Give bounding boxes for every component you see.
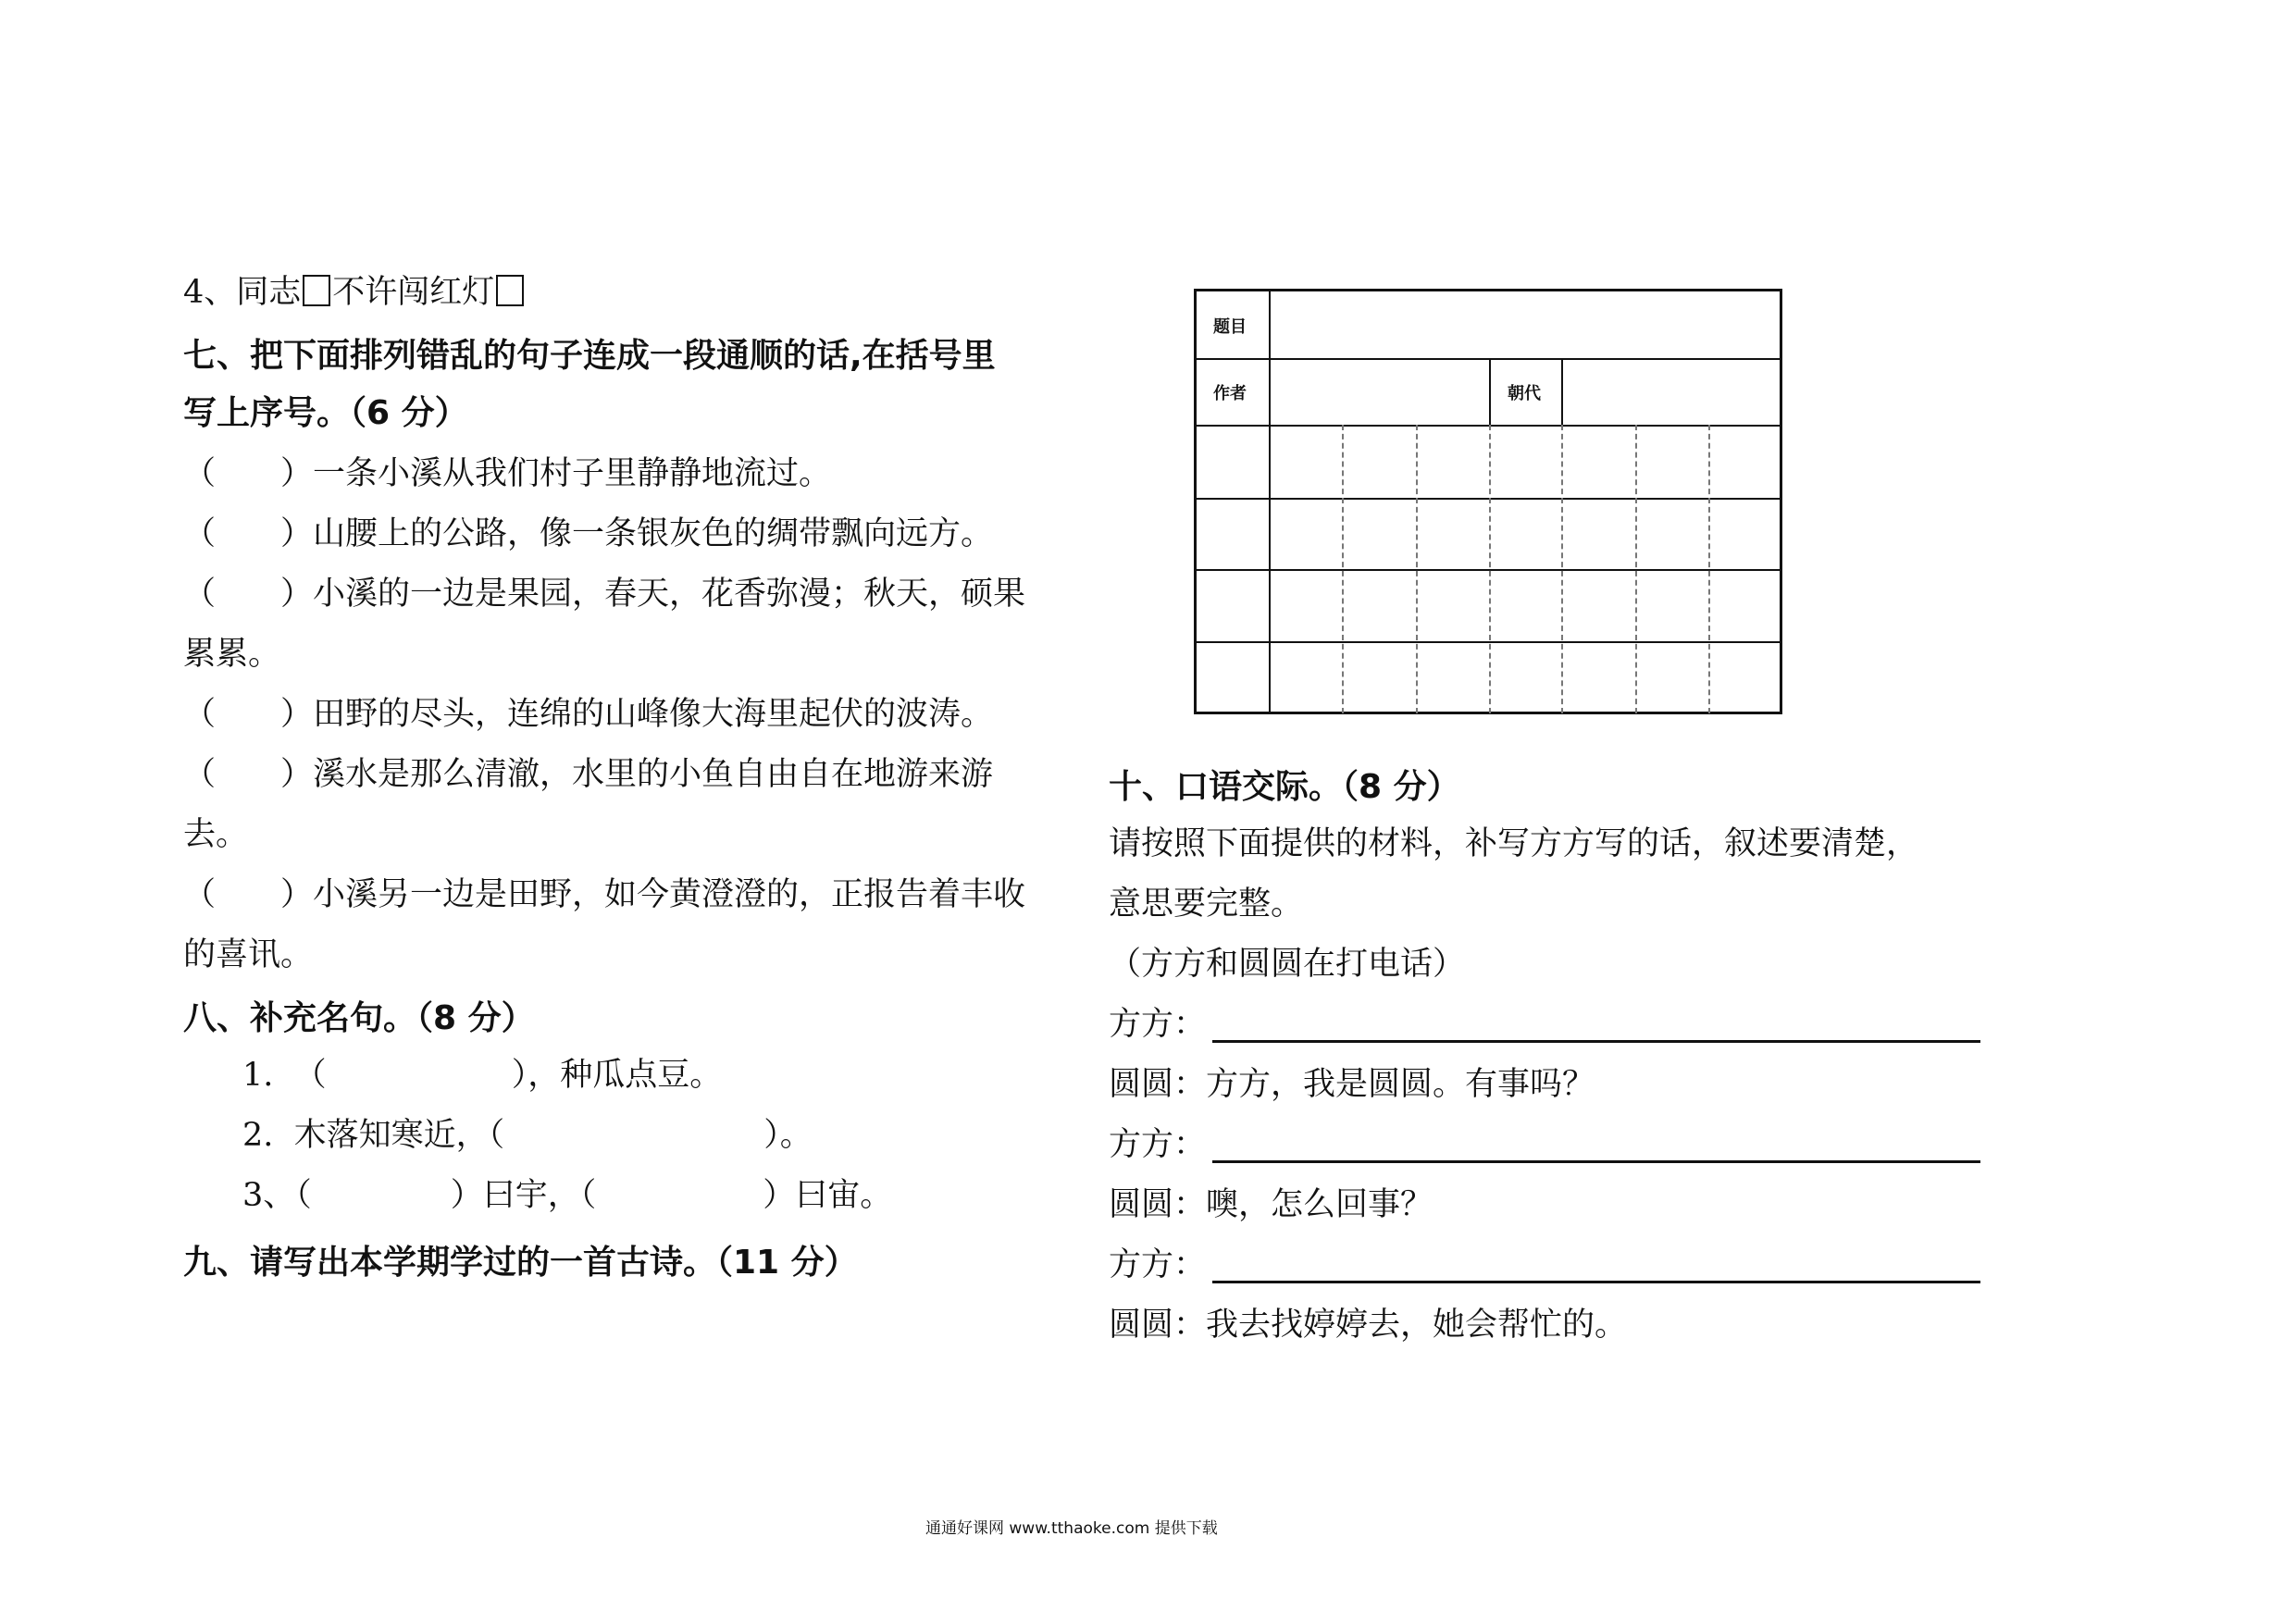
answer-line[interactable]	[1212, 1160, 1980, 1163]
dialog-line: 方方：	[1109, 1126, 1207, 1163]
dialog-line: 圆圆：方方，我是圆圆。有事吗？	[1109, 1066, 1595, 1103]
quote-item-3: 3、（ ）曰宇，（ ）曰宙。	[242, 1177, 893, 1214]
list-item: （ ）溪水是那么清澈，水里的小鱼自由自在地游来游	[183, 756, 994, 793]
answer-box[interactable]	[496, 275, 524, 306]
quote-item-1: 1. （ ），种瓜点豆。	[242, 1057, 723, 1094]
section-10-intro-line1: 请按照下面提供的材料，补写方方写的话，叙述要清楚，	[1109, 825, 1919, 862]
poem-writing-area[interactable]	[1197, 427, 1780, 712]
poem-title-input[interactable]	[1271, 291, 1780, 356]
section-10-intro-line2: 意思要完整。	[1109, 886, 1304, 923]
section-7-title-line1: 七、把下面排列错乱的句子连成一段通顺的话,在括号里	[183, 337, 996, 375]
list-item: （ ）一条小溪从我们村子里静静地流过。	[183, 455, 832, 492]
poem-author-label: 作者	[1213, 384, 1247, 403]
poem-author-input[interactable]	[1271, 360, 1487, 423]
poem-dynasty-label: 朝代	[1508, 384, 1541, 403]
answer-box[interactable]	[303, 275, 330, 306]
dialog-line: 圆圆：噢，怎么回事？	[1109, 1186, 1433, 1223]
poem-dynasty-input[interactable]	[1563, 360, 1780, 423]
section-9-title: 九、请写出本学期学过的一首古诗。（11 分）	[183, 1244, 858, 1282]
quote-item-2: 2. 木落知寒近，（ ）。	[242, 1117, 813, 1154]
poem-title-label: 题目	[1213, 317, 1247, 337]
section-10-context: （方方和圆圆在打电话）	[1109, 946, 1466, 983]
answer-line[interactable]	[1212, 1040, 1980, 1043]
dialog-line: 圆圆：我去找婷婷去，她会帮忙的。	[1109, 1307, 1628, 1344]
list-item: （ ）小溪另一边是田野，如今黄澄澄的，正报告着丰收	[183, 876, 1026, 913]
section-8-title: 八、补充名句。（8 分）	[183, 999, 535, 1037]
question-4: 4、同志 不许闯红灯	[183, 270, 526, 315]
footer-text: 通通好课网 www.tthaoke.com 提供下载	[925, 1519, 1218, 1538]
section-10-title: 十、口语交际。（8 分）	[1109, 768, 1460, 806]
list-item-continued: 去。	[183, 816, 249, 853]
list-item: （ ）小溪的一边是果园，春天，花香弥漫；秋天，硕果	[183, 576, 1026, 613]
grid-line	[1489, 358, 1491, 425]
list-item: （ ）田野的尽头，连绵的山峰像大海里起伏的波涛。	[183, 696, 994, 733]
answer-line[interactable]	[1212, 1281, 1980, 1283]
poem-grid	[1194, 289, 1782, 714]
list-item: （ ）山腰上的公路，像一条银灰色的绸带飘向远方。	[183, 515, 994, 552]
dialog-line: 方方：	[1109, 1006, 1207, 1043]
list-item-continued: 累累。	[183, 636, 281, 673]
dialog-line: 方方：	[1109, 1246, 1207, 1283]
list-item-continued: 的喜讯。	[183, 936, 314, 973]
section-7-title-line2: 写上序号。（6 分）	[183, 394, 468, 432]
